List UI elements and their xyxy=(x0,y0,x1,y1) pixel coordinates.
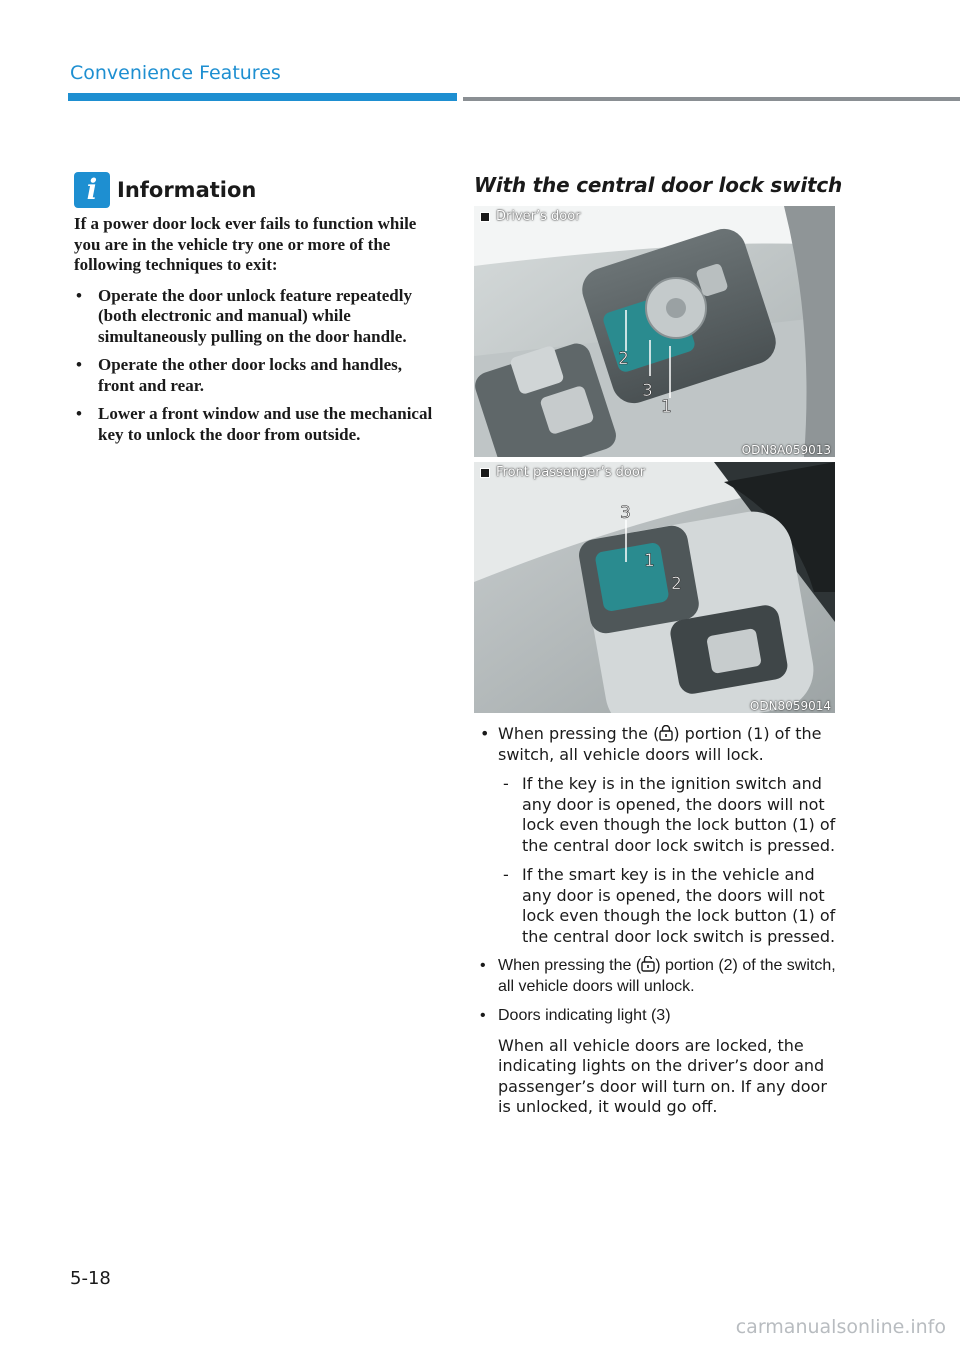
text-span: If the key is in the ignition switch and any door is opened, the doors will not lock even though the lock button (1) of the central door lock switch is pressed. xyxy=(522,774,836,855)
info-item-text: Operate the door unlock feature repeatedly (both electronic and manual) while simultaneously pulling on the door handle. xyxy=(98,285,412,346)
info-intro: If a power door lock ever fails to function while you are in the vehicle try one or more of the following techniques to exit: xyxy=(74,214,417,274)
section-header: Convenience Features xyxy=(70,62,281,84)
info-item-text: Operate the other door locks and handles, front and rear. xyxy=(98,355,402,395)
callout-number: 2 xyxy=(618,349,629,369)
passenger-door-callouts xyxy=(474,462,835,713)
info-list-item xyxy=(74,286,442,348)
bullet-icon: • xyxy=(480,1007,486,1024)
figure-code: ODN8059014 xyxy=(749,699,831,713)
header-rule xyxy=(463,97,960,101)
dash-icon: - xyxy=(503,774,509,793)
info-title: Information xyxy=(117,178,257,202)
figure-passenger-door xyxy=(474,462,835,713)
watermark: carmanualsonline.info xyxy=(735,1316,946,1338)
info-list xyxy=(74,286,442,446)
text-span: Doors indicating light (3) xyxy=(498,1007,671,1024)
section-title: With the central door lock switch xyxy=(474,173,843,197)
info-body xyxy=(74,214,442,453)
bullet-lock xyxy=(474,724,844,765)
figure-label xyxy=(480,209,581,224)
sub-item xyxy=(474,865,844,947)
info-list-item xyxy=(74,404,442,445)
text-span: If the smart key is in the vehicle and any door is opened, the doors will not lock even though the lock button (1) of the central door lock switch is pressed. xyxy=(522,865,836,946)
text-span: When pressing the ( xyxy=(498,957,642,974)
bullet-unlock xyxy=(474,956,844,997)
figure-label xyxy=(480,465,645,480)
info-item-text: Lower a front window and use the mechanical key to unlock the door from outside. xyxy=(98,404,433,444)
figure-label-text: Driver’s door xyxy=(496,209,581,224)
body-text xyxy=(474,724,844,1127)
bullet-indicator xyxy=(474,1006,844,1027)
bullet-icon: • xyxy=(76,404,82,423)
info-list-item xyxy=(74,355,442,396)
bullet-icon: • xyxy=(480,724,490,743)
callout-number: 1 xyxy=(661,397,672,417)
text-span: ) portion (2) of the switch, all vehicle doors will unlock. xyxy=(498,957,836,995)
lock-icon xyxy=(659,725,673,741)
callout-number: 1 xyxy=(644,551,655,571)
indicator-paragraph: When all vehicle doors are locked, the indicating lights on the driver’s door and passenger’s door will turn on. If any door is unlocked, it would go off. xyxy=(498,1035,827,1116)
info-heading xyxy=(74,172,256,208)
figure-code: ODN8A059013 xyxy=(741,443,831,457)
info-icon: i xyxy=(74,172,110,208)
bullet-icon: • xyxy=(76,355,82,374)
callout-number: 2 xyxy=(671,574,682,594)
bullet-icon: • xyxy=(480,957,486,974)
label-square-icon xyxy=(480,212,490,222)
bullet-icon: • xyxy=(76,285,82,305)
text-span: ) portion (1) of the switch, all vehicle doors will lock. xyxy=(498,724,822,764)
header-rule-accent xyxy=(68,93,457,101)
sub-item xyxy=(474,774,844,856)
unlock-icon xyxy=(641,956,655,972)
drivers-door-callouts xyxy=(474,206,835,457)
page-number: 5-18 xyxy=(70,1268,111,1289)
callout-number: 3 xyxy=(620,503,631,523)
dash-icon: - xyxy=(503,865,509,884)
figure-drivers-door xyxy=(474,206,835,457)
figure-label-text: Front passenger’s door xyxy=(496,465,646,480)
label-square-icon xyxy=(480,468,490,478)
callout-number: 3 xyxy=(642,381,653,401)
text-span: When pressing the ( xyxy=(498,724,660,743)
